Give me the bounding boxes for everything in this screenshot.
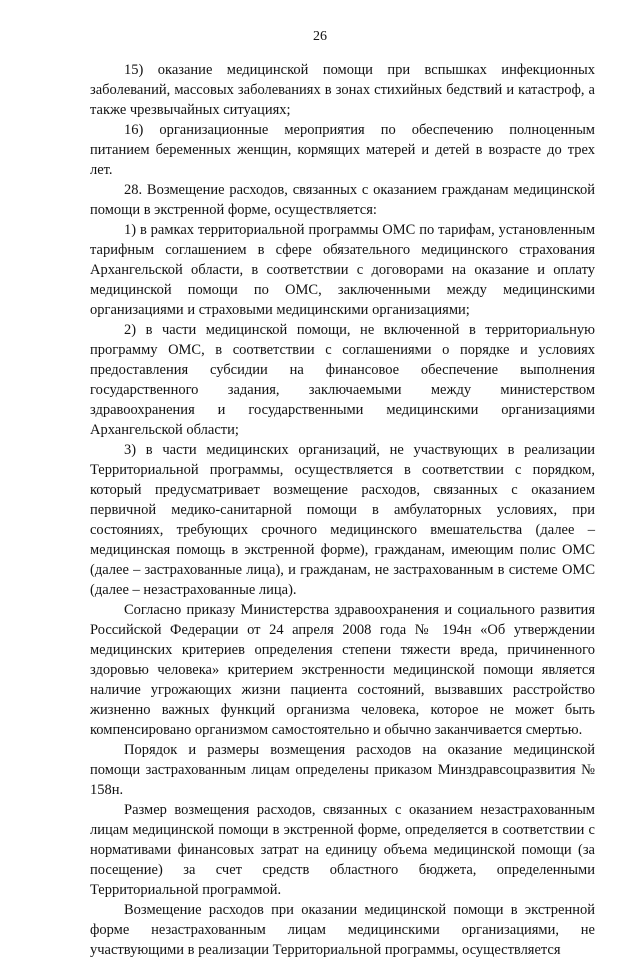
paragraph-order-158n: Порядок и размеры возмещения расходов на оказание медицинской помощи застрахованным лицам определены приказом Минздравсоцразвития № 158н.: [90, 742, 595, 798]
paragraph-item-2: 2) в части медицинской помощи, не включенной в территориальную программу ОМС, в соответствии с соглашениями о порядке и условиях предоставления субсидии на финансовое обеспечение выполнения государственного задания, заключаемыми между министерством здравоохранения и государственными медицинскими организациями Архангельской области;: [90, 322, 595, 438]
page-number: 26: [313, 29, 327, 44]
paragraph-item-16: 16) организационные мероприятия по обеспечению полноценным питанием беременных женщин, кормящих матерей и детей в возрасте до трех лет.: [90, 122, 595, 178]
document-body: [90, 60, 595, 960]
paragraph-reimbursement-continuation: Возмещение расходов при оказании медицинской помощи в экстренной форме незастрахованным лицам медицинскими организациями, не участвующими в реализации Территориальной программы, осуществляется: [90, 902, 595, 958]
paragraph-reimbursement-amount: Размер возмещения расходов, связанных с оказанием незастрахованным лицам медицинской помощи в экстренной форме, определяется в соответствии с нормативами финансовых затрат на единицу объема медицинской помощи (за посещение) за счет средств областного бюджета, определенными Территориальной программой.: [90, 802, 595, 898]
paragraph-section-28: 28. Возмещение расходов, связанных с оказанием гражданам медицинской помощи в экстренной форме, осуществляется:: [90, 182, 595, 218]
paragraph-item-1: 1) в рамках территориальной программы ОМС по тарифам, установленным тарифным соглашением в сфере обязательного медицинского страхования Архангельской области, в соответствии с договорами на оказание и оплату медицинской помощи по ОМС, заключенными между медицинскими организациями и страховыми медицинскими организациями;: [90, 222, 595, 318]
paragraph-order-194n: Согласно приказу Министерства здравоохранения и социального развития Российской Федерации от 24 апреля 2008 года № 194н «Об утверждении медицинских критериев определения степени тяжести вреда, причиненного здоровью человека» критерием экстренности медицинской помощи является наличие угрожающих жизни пациента состояний, вызвавших расстройство жизненно важных функций организма человека, которое не может быть компенсировано организмом самостоятельно и обычно заканчивается смертью.: [90, 602, 595, 738]
paragraph-item-15: 15) оказание медицинской помощи при вспышках инфекционных заболеваний, массовых заболеваниях в зонах стихийных бедствий и катастроф, а также чрезвычайных ситуациях;: [90, 62, 595, 118]
paragraph-item-3: 3) в части медицинских организаций, не участвующих в реализации Территориальной программы, осуществляется в соответствии с порядком, который предусматривает возмещение расходов, связанных с оказанием первичной медико-санитарной помощи в амбулаторных условиях, при состояниях, требующих срочного медицинского вмешательства (далее – медицинская помощь в экстренной форме), гражданам, имеющим полис ОМС (далее – застрахованные лица), и гражданам, не застрахованным в системе ОМС (далее – незастрахованные лица).: [90, 442, 595, 598]
